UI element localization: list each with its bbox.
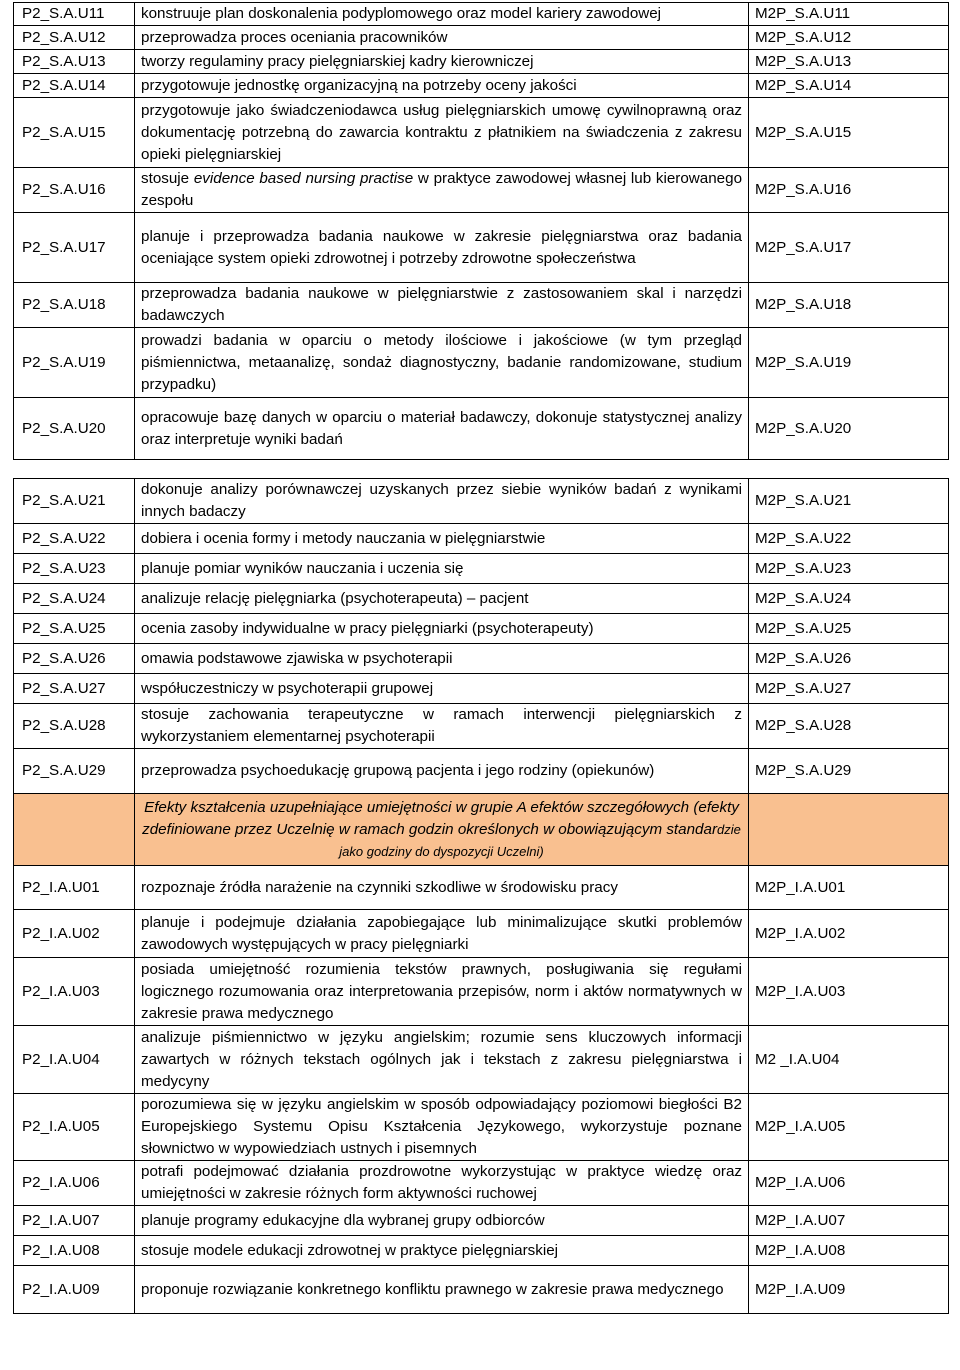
- effect-code: P2_I.A.U08: [14, 1236, 135, 1266]
- effect-description: omawia podstawowe zjawiska w psychoterapii: [135, 644, 749, 674]
- effect-description: dokonuje analizy porównawczej uzyskanych przez siebie wyników badań z wynikami innych badaczy: [135, 479, 749, 524]
- effect-code: P2_S.A.U17: [14, 213, 135, 283]
- effect-description: konstruuje plan doskonalenia podyplomowego oraz model kariery zawodowej: [135, 3, 749, 26]
- effect-description: planuje i przeprowadza badania naukowe w zakresie pielęgniarstwa oraz badania oceniające system opieki zdrowotnej i potrzeby zdrowotne społeczeństwa: [135, 213, 749, 283]
- reference-code: M2P_S.A.U27: [749, 674, 949, 704]
- effect-description: porozumiewa się w języku angielskim w sposób odpowiadający poziomowi biegłości B2 Europejskiego Systemu Opisu Kształcenia Językowego, wykorzystuje poznane słownictwo w wypowiedziach ustnych i pisemnych: [135, 1094, 749, 1161]
- effect-code: P2_I.A.U03: [14, 958, 135, 1026]
- effect-code: P2_S.A.U22: [14, 524, 135, 554]
- table-row: [14, 1236, 949, 1266]
- reference-code: M2P_S.A.U24: [749, 584, 949, 614]
- reference-code: M2 _I.A.U04: [749, 1026, 949, 1094]
- effect-description: stosuje evidence based nursing practise w praktyce zawodowej własnej lub kierowanego zespołu: [135, 168, 749, 213]
- table-row: [14, 704, 949, 749]
- reference-code: M2P_S.A.U16: [749, 168, 949, 213]
- table-row: [14, 398, 949, 460]
- effect-description: stosuje modele edukacji zdrowotnej w praktyce pielęgniarskiej: [135, 1236, 749, 1266]
- table-row: [14, 1206, 949, 1236]
- effect-code: P2_S.A.U28: [14, 704, 135, 749]
- effect-code: P2_S.A.U14: [14, 74, 135, 98]
- effect-description: przygotowuje jednostkę organizacyjną na potrzeby oceny jakości: [135, 74, 749, 98]
- effect-description: planuje programy edukacyjne dla wybranej grupy odbiorców: [135, 1206, 749, 1236]
- table-row: [14, 479, 949, 524]
- table-row: [14, 554, 949, 584]
- effect-code: P2_S.A.U12: [14, 26, 135, 50]
- reference-code: M2P_S.A.U17: [749, 213, 949, 283]
- section-header-text: Efekty kształcenia uzupełniające umiejętności w grupie A efektów szczegółowych (efekty zdefiniowane przez Uczelnię w ramach godzin określonych w obowiązującym standardzie jako godziny do dyspozycji Uczelni): [135, 794, 749, 866]
- reference-code: M2P_I.A.U06: [749, 1161, 949, 1206]
- effect-description: posiada umiejętność rozumienia tekstów prawnych, posługiwania się regułami logicznego rozumowania oraz interpretowania przepisów, norm i aktów normatywnych w zakresie prawa medycznego: [135, 958, 749, 1026]
- table-row: [14, 749, 949, 794]
- effect-code: P2_I.A.U06: [14, 1161, 135, 1206]
- effect-description: tworzy regulaminy pracy pielęgniarskiej kadry kierowniczej: [135, 50, 749, 74]
- table-row: [14, 644, 949, 674]
- effect-description: planuje pomiar wyników nauczania i uczenia się: [135, 554, 749, 584]
- effect-code: P2_S.A.U16: [14, 168, 135, 213]
- reference-code: M2P_I.A.U07: [749, 1206, 949, 1236]
- effect-description: przeprowadza proces oceniania pracowników: [135, 26, 749, 50]
- effect-description: proponuje rozwiązanie konkretnego konfliktu prawnego w zakresie prawa medycznego: [135, 1266, 749, 1314]
- reference-code: M2P_S.A.U19: [749, 328, 949, 398]
- effect-code: P2_S.A.U20: [14, 398, 135, 460]
- table-row: [14, 1094, 949, 1161]
- table-row: [14, 1026, 949, 1094]
- effect-description: analizuje piśmiennictwo w języku angielskim; rozumie sens kluczowych informacji zawartych w różnych tekstach ogólnych jak i tekstach z zakresu pielęgniarstwa i medycyny: [135, 1026, 749, 1094]
- effect-description: przeprowadza badania naukowe w pielęgniarstwie z zastosowaniem skal i narzędzi badawczych: [135, 283, 749, 328]
- effect-code: P2_S.A.U26: [14, 644, 135, 674]
- reference-code: M2P_I.A.U05: [749, 1094, 949, 1161]
- reference-code: M2P_I.A.U08: [749, 1236, 949, 1266]
- effect-code: P2_S.A.U19: [14, 328, 135, 398]
- effect-code: P2_S.A.U27: [14, 674, 135, 704]
- table-row: [14, 674, 949, 704]
- effect-code: P2_S.A.U29: [14, 749, 135, 794]
- table-row: [14, 1161, 949, 1206]
- table-row: [14, 3, 949, 26]
- effect-code: P2_S.A.U24: [14, 584, 135, 614]
- table-row: [14, 98, 949, 168]
- effect-description: rozpoznaje źródła narażenie na czynniki szkodliwe w środowisku pracy: [135, 866, 749, 910]
- effect-description: analizuje relację pielęgniarka (psychoterapeuta) – pacjent: [135, 584, 749, 614]
- reference-code: M2P_S.A.U18: [749, 283, 949, 328]
- reference-code: M2P_I.A.U02: [749, 910, 949, 958]
- learning-outcomes-table: [13, 2, 949, 1314]
- table-gap: [14, 460, 949, 479]
- table-row: [14, 1266, 949, 1314]
- table-row: [14, 524, 949, 554]
- reference-code: M2P_I.A.U09: [749, 1266, 949, 1314]
- table-row: [14, 958, 949, 1026]
- effect-code: P2_S.A.U13: [14, 50, 135, 74]
- reference-code: M2P_S.A.U25: [749, 614, 949, 644]
- effect-description: przygotowuje jako świadczeniodawca usług pielęgniarskich umowę cywilnoprawną oraz dokumentację potrzebną do zawarcia kontraktu z płatnikiem na świadczenia z zakresu opieki pielęgniarskiej: [135, 98, 749, 168]
- table-row: [14, 74, 949, 98]
- table-row: [14, 283, 949, 328]
- table-row: [14, 328, 949, 398]
- effect-code: P2_S.A.U18: [14, 283, 135, 328]
- effect-description: dobiera i ocenia formy i metody nauczania w pielęgniarstwie: [135, 524, 749, 554]
- reference-code: M2P_I.A.U03: [749, 958, 949, 1026]
- effect-code: P2_S.A.U15: [14, 98, 135, 168]
- table-row: [14, 50, 949, 74]
- reference-code: M2P_S.A.U11: [749, 3, 949, 26]
- reference-code: M2P_S.A.U28: [749, 704, 949, 749]
- emphasis-text: evidence based nursing practise: [193, 170, 414, 187]
- reference-code: M2P_S.A.U26: [749, 644, 949, 674]
- effect-description: stosuje zachowania terapeutyczne w ramach interwencji pielęgniarskich z wykorzystaniem elementarnej psychoterapii: [135, 704, 749, 749]
- effect-code: P2_S.A.U11: [14, 3, 135, 26]
- table-row: [14, 168, 949, 213]
- effect-description: opracowuje bazę danych w oparciu o materiał badawczy, dokonuje statystycznej analizy oraz interpretuje wyniki badań: [135, 398, 749, 460]
- effect-code: P2_I.A.U01: [14, 866, 135, 910]
- reference-code: M2P_S.A.U20: [749, 398, 949, 460]
- section-header-row: [14, 794, 949, 866]
- reference-code: M2P_S.A.U21: [749, 479, 949, 524]
- effect-code: P2_I.A.U07: [14, 1206, 135, 1236]
- table-row: [14, 213, 949, 283]
- table-row: [14, 614, 949, 644]
- effect-code: P2_I.A.U05: [14, 1094, 135, 1161]
- effect-code: P2_I.A.U09: [14, 1266, 135, 1314]
- table-row: [14, 26, 949, 50]
- reference-code: M2P_S.A.U23: [749, 554, 949, 584]
- effect-code: P2_S.A.U23: [14, 554, 135, 584]
- effect-code: P2_I.A.U02: [14, 910, 135, 958]
- effect-description: współuczestniczy w psychoterapii grupowej: [135, 674, 749, 704]
- effect-description: potrafi podejmować działania prozdrowotne wykorzystując w praktyce wiedzę oraz umiejętności w zakresie różnych form aktywności ruchowej: [135, 1161, 749, 1206]
- reference-code: M2P_S.A.U15: [749, 98, 949, 168]
- table-row: [14, 866, 949, 910]
- reference-code: M2P_S.A.U12: [749, 26, 949, 50]
- effect-description: prowadzi badania w oparciu o metody ilościowe i jakościowe (w tym przegląd piśmiennictwa, metaanalizę, sondaż diagnostyczny, badanie randomizowane, studium przypadku): [135, 328, 749, 398]
- effect-description: przeprowadza psychoedukację grupową pacjenta i jego rodziny (opiekunów): [135, 749, 749, 794]
- effect-description: ocenia zasoby indywidualne w pracy pielęgniarki (psychoterapeuty): [135, 614, 749, 644]
- reference-code: M2P_S.A.U29: [749, 749, 949, 794]
- reference-code: M2P_S.A.U14: [749, 74, 949, 98]
- reference-code: M2P_I.A.U01: [749, 866, 949, 910]
- effect-code: P2_S.A.U25: [14, 614, 135, 644]
- effect-code: P2_I.A.U04: [14, 1026, 135, 1094]
- table-row: [14, 910, 949, 958]
- reference-code: M2P_S.A.U13: [749, 50, 949, 74]
- reference-code: M2P_S.A.U22: [749, 524, 949, 554]
- effect-description: planuje i podejmuje działania zapobiegające lub minimalizujące skutki problemów zawodowych występujących w pracy pielęgniarki: [135, 910, 749, 958]
- table-row: [14, 584, 949, 614]
- effect-code: P2_S.A.U21: [14, 479, 135, 524]
